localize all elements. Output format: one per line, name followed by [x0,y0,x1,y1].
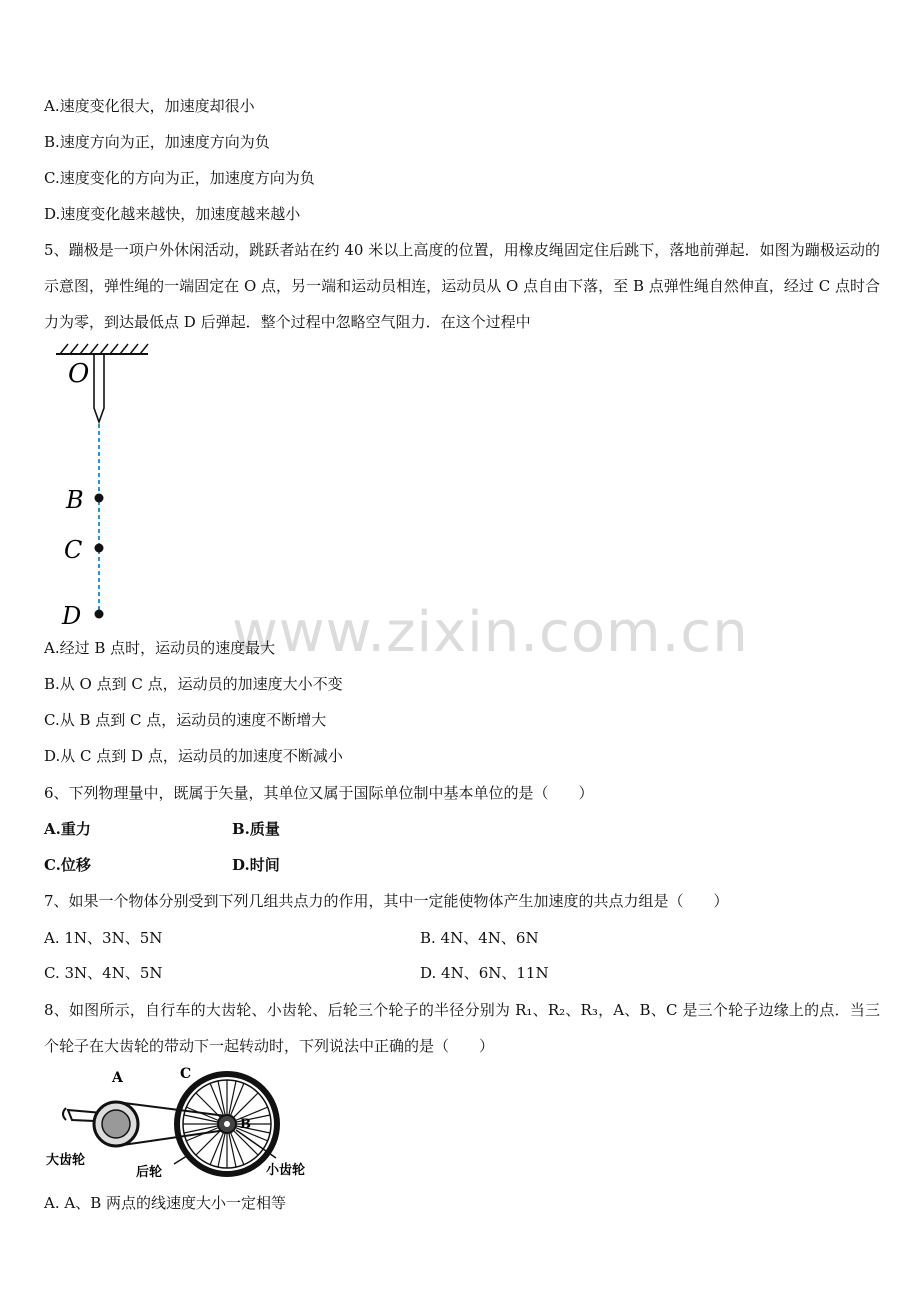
q5-stem: 5、蹦极是一项户外休闲活动，跳跃者站在约 40 米以上高度的位置，用橡皮绳固定住后跳下，落地前弹起．如图为蹦极运动的示意图，弹性绳的一端固定在 O 点，另一端和运动员相连，运动员从 O 点自由下落，至 B 点弹性绳自然伸直，经过 C 点时合力为零，到达最低点 D 后弹起．整个过程中忽略空气阻力．在这个过程中 [44,241,880,331]
q7-option-a: A. 1N、3N、5N [44,929,163,947]
q7-option-d: D. 4N、6N、11N [420,964,549,982]
q5-option-a: A.经过 B 点时，运动员的速度最大 [44,639,276,657]
label-rear-wheel: 后轮 [136,1165,163,1180]
point-b-dot [95,494,104,503]
label-c: C [180,1066,192,1082]
q5-option-c: C.从 B 点到 C 点，运动员的速度不断增大 [44,711,327,729]
label-b: B [240,1117,251,1132]
label-b: B [66,486,84,514]
label-d: D [62,602,82,630]
q4-option-c: C.速度变化的方向为正，加速度方向为负 [44,169,315,187]
q7-option-c: C. 3N、4N、5N [44,964,163,982]
rope-clamp [94,354,104,422]
q5-option-b: B.从 O 点到 C 点，运动员的加速度大小不变 [44,675,343,693]
q7-option-b: B. 4N、4N、6N [420,929,539,947]
q6-stem: 6、下列物理量中，既属于矢量，其单位又属于国际单位制中基本单位的是（ ） [44,784,594,802]
q6-option-c: C.位移 [44,856,91,874]
q6-option-a: A.重力 [44,820,91,838]
bicycle-gear-figure [44,1064,324,1184]
q4-option-b: B.速度方向为正，加速度方向为负 [44,133,270,151]
q5-option-d: D.从 C 点到 D 点，运动员的加速度不断减小 [44,747,343,765]
q6-option-d: D.时间 [232,856,280,874]
q6-option-b: B.质量 [232,820,280,838]
ceiling-hatch [56,344,148,354]
point-c-dot [95,544,104,553]
point-d-dot [95,610,104,619]
q4-option-d: D.速度变化越来越快，加速度越来越小 [44,205,301,223]
label-a: A [112,1070,123,1086]
q7-stem: 7、如果一个物体分别受到下列几组共点力的作用，其中一定能使物体产生加速度的共点力组是（ ） [44,892,729,910]
watermark: www.zixin.com.cn [232,600,749,665]
label-c: C [64,536,83,564]
label-o: O [68,359,90,389]
label-small-gear: 小齿轮 [266,1163,306,1178]
q8-option-a: A. A、B 两点的线速度大小一定相等 [44,1194,286,1212]
q4-option-a: A.速度变化很大，加速度却很小 [44,97,255,115]
q8-stem: 8、如图所示，自行车的大齿轮、小齿轮、后轮三个轮子的半径分别为 R₁、R₂、R₃，A、B、C 是三个轮子边缘上的点．当三个轮子在大齿轮的带动下一起转动时，下列说法中正确的是（ ） [44,1001,880,1055]
bungee-figure [50,340,160,630]
label-big-gear: 大齿轮 [46,1153,86,1168]
